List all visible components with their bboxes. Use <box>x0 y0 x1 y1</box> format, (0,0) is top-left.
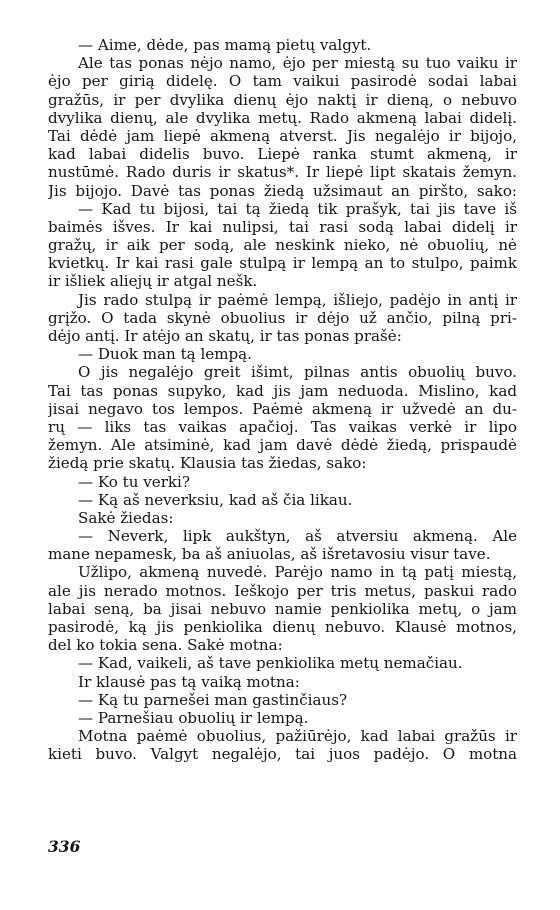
text-line: Ir klausė pas tą vaiką motna: <box>78 672 300 691</box>
text-line: Užlipo, akmeną nuvedė. Parėjo namo in tą patį miestą, <box>78 563 517 582</box>
text-line: Tai dėdė jam liepė akmeną atverst. Jis negalėjo ir bijojo, <box>48 126 517 145</box>
text-line: jisai negavo tos lempos. Paėmė akmeną ir užvedė an du- <box>48 399 517 418</box>
text-line: O jis negalėjo greit išimt, pilnas antis obuolių buvo. <box>78 363 517 382</box>
text-line: — Parnešiau obuolių ir lempą. <box>78 708 309 727</box>
text-line: Sakė žiedas: <box>78 508 174 527</box>
text-line: Jis bijojo. Davė tas ponas žiedą užsimaut an piršto, sako: <box>48 181 517 200</box>
text-line: — Kad, vaikeli, aš tave penkiolika metų nemačiau. <box>78 654 463 673</box>
page-text <box>48 36 517 764</box>
text-line: Jis rado stulpą ir paėmė lempą, išliejo, padėjo in antį ir <box>78 290 517 309</box>
page-number: 336 <box>48 837 81 856</box>
text-line: grįžo. O tada skynė obuolius ir dėjo už ančio, pilną pri- <box>48 308 517 327</box>
text-line: — Ką aš neverksiu, kad aš čia likau. <box>78 490 353 509</box>
text-line: — Neverk, lipk aukštyn, aš atversiu akmeną. Ale <box>78 527 517 546</box>
text-line: gražų, ir aik per sodą, ale neskink nieko, nė obuolių, nė <box>48 236 517 255</box>
text-line: nustūmė. Rado duris ir skatus*. Ir liepė lipt skatais žemyn. <box>48 163 517 182</box>
text-line: gražūs, ir per dvylika dienų ėjo naktį ir dieną, o nebuvo <box>48 90 517 109</box>
text-line: kvietkų. Ir kai rasi gale stulpą ir lempą an to stulpo, paimk <box>48 254 517 273</box>
text-line: ir išliek aliejų ir atgal nešk. <box>48 272 258 291</box>
text-line: — Kad tu bijosi, tai tą žiedą tik prašyk, tai jis tave iš <box>78 199 517 218</box>
text-line: — Duok man tą lempą. <box>78 345 252 364</box>
text-line: Ale tas ponas nėjo namo, ėjo per miestą su tuo vaiku ir <box>78 54 517 73</box>
text-line: kieti buvo. Valgyt negalėjo, tai juos padėjo. O motna <box>48 745 517 764</box>
text-line: del ko tokia sena. Sakė motna: <box>48 636 283 655</box>
text-line: — Aime, dėde, pas mamą pietų valgyt. <box>78 36 372 54</box>
text-line: — Ko tu verki? <box>78 472 190 491</box>
text-line: baimės išves. Ir kai nulipsi, tai rasi sodą labai didelį ir <box>48 217 517 236</box>
text-line: žiedą prie skatų. Klausia tas žiedas, sako: <box>48 454 367 473</box>
text-line: dvylika dienų, ale dvylika metų. Rado akmeną labai didelį. <box>48 108 517 127</box>
text-line: ėjo per girią didelę. O tam vaikui pasirodė sodai labai <box>48 72 517 91</box>
text-line: kad labai didelis buvo. Liepė ranka stumt akmeną, ir <box>48 145 517 164</box>
text-line: ale jis nerado motnos. Ieškojo per tris metus, paskui rado <box>48 581 517 600</box>
text-line: dėjo antį. Ir atėjo an skatų, ir tas ponas prašė: <box>48 327 402 345</box>
text-line: mane nepamesk, ba aš aniuolas, aš išretavosiu visur tave. <box>48 545 491 564</box>
text-line: labai seną, ba jisai nebuvo namie penkiolika metų, o jam <box>48 599 517 618</box>
text-line: rų — liks tas vaikas apačioj. Tas vaikas verkė ir lipo <box>48 417 517 436</box>
text-line: — Ką tu parnešei man gastinčiaus? <box>78 690 348 709</box>
text-line: Tai tas ponas supyko, kad jis jam neduoda. Mislino, kad <box>48 381 517 400</box>
text-line: žemyn. Ale atsiminė, kad jam davė dėdė žiedą, prispaudė <box>48 436 517 455</box>
text-line: pasirodė, ką jis penkiolika dienų nebuvo. Klausė motnos, <box>48 618 517 636</box>
text-line: Motna paėmė obuolius, pažiūrėjo, kad labai gražūs ir <box>78 727 517 746</box>
